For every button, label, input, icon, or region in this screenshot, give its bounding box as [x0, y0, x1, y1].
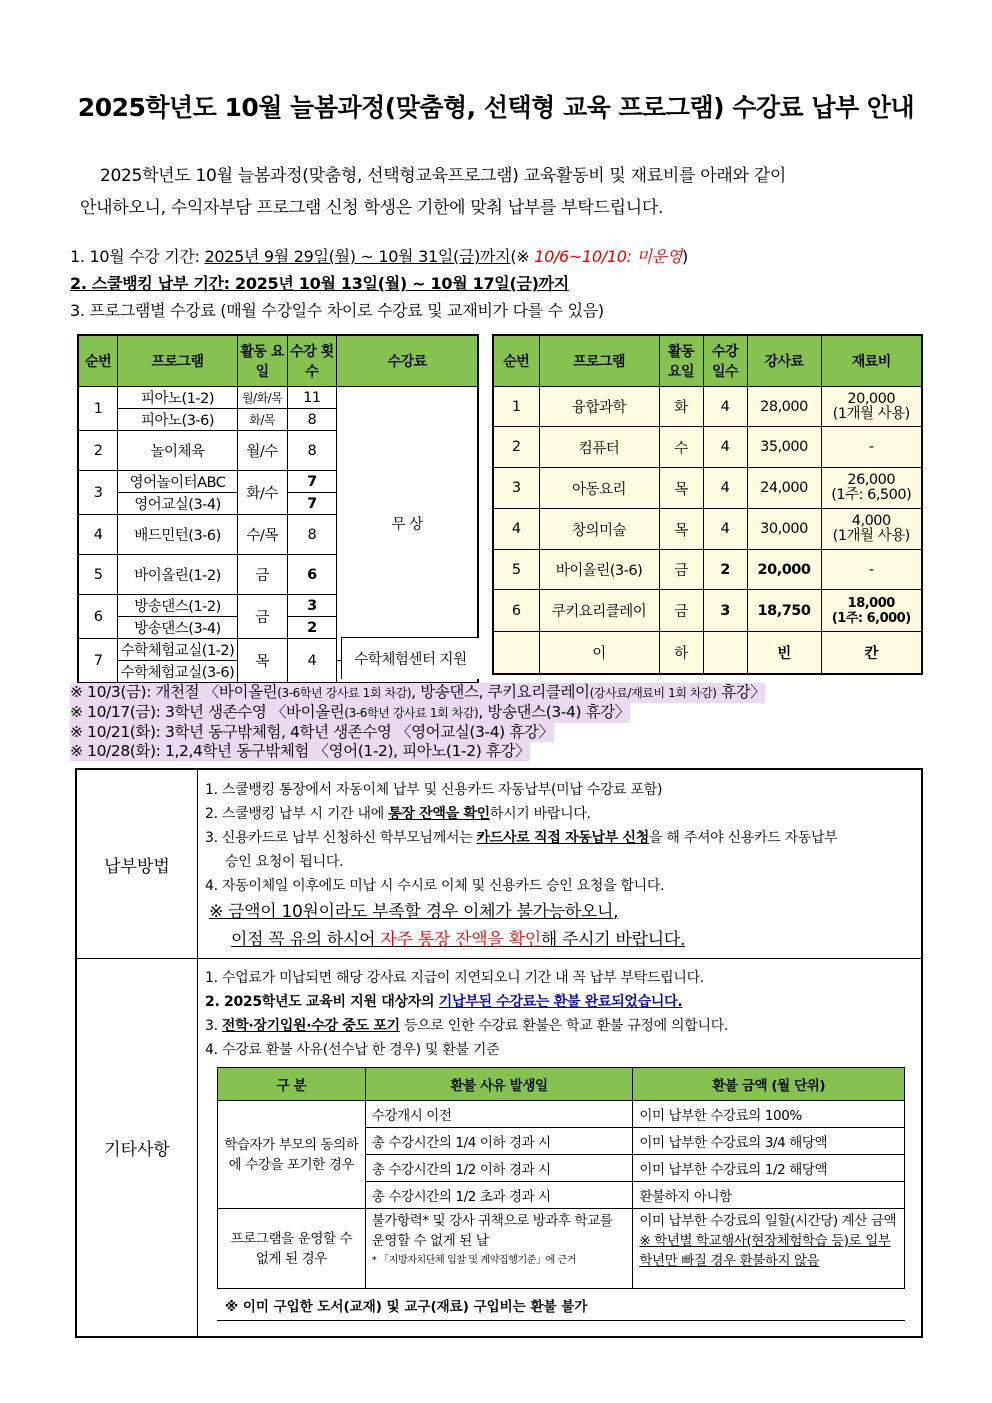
program: 바이올린(3-6)	[539, 550, 659, 590]
paid-program-table	[492, 334, 923, 675]
material: 18,000	[847, 595, 895, 611]
note-3: ※ 10/21(화): 3학년 동구밖체험, 4학년 생존수영 〈영어교실(3-4) 휴강〉	[70, 723, 554, 741]
day: 금	[237, 555, 287, 595]
col-header: 프로그램	[539, 335, 659, 387]
fee: 35,000	[747, 427, 821, 468]
program: 아동요리	[539, 468, 659, 509]
refund-amount: 환불하지 아니함	[633, 1182, 905, 1209]
col-header: 활동 요일	[237, 335, 287, 387]
etc-line-3: 3. 전학·장기입원·수강 중도 포기 등으로 인한 수강료 환불은 학교 환불 규정에 의합니다.	[205, 1018, 729, 1034]
refund-amount: 이미 납부한 수강료의 1/2 해당액	[633, 1155, 905, 1182]
count: 2	[287, 617, 337, 639]
etc-section	[205, 966, 917, 1062]
program: 영어놀이터ABC	[118, 471, 237, 493]
program: 방송댄스(1-2)	[118, 595, 237, 617]
program: 배드민턴(3-6)	[118, 515, 237, 555]
fee: 18,750	[747, 590, 821, 632]
program: 융합과학	[539, 387, 659, 427]
note-4: ※ 10/28(화): 1,2,4학년 동구밖체험 〈영어(1-2), 피아노(1-2) 휴강〉	[70, 742, 531, 760]
blank-cell: 칸	[821, 632, 922, 674]
intro-text	[80, 160, 915, 224]
refund-header: 환불 사유 발생일	[365, 1068, 633, 1101]
day: 월/화/목	[237, 387, 287, 409]
col-header: 강사료	[747, 335, 821, 387]
row-no: 3	[493, 468, 539, 509]
count: 7	[287, 471, 337, 493]
col-header: 순번	[78, 335, 118, 387]
row-no: 7	[78, 639, 118, 684]
intro-line-1: 2025학년도 10월 늘봄과정(맞춤형, 선택형교육프로그램) 교육활동비 및 재료비를 아래와 같이	[100, 166, 786, 186]
count: 6	[287, 555, 337, 595]
day: 수	[659, 427, 703, 468]
col-header: 활동 요일	[659, 335, 703, 387]
col-header: 수강 일수	[703, 335, 747, 387]
page-title: 2025학년도 10월 늘봄과정(맞춤형, 선택형 교육 프로그램) 수강료 납부 안내	[77, 93, 915, 122]
refund-reason: 총 수강시간의 1/4 이하 경과 시	[365, 1128, 633, 1155]
count: 4	[703, 427, 747, 468]
program: 영어교실(3-4)	[118, 493, 237, 515]
item1-paren: (※	[510, 247, 535, 266]
day: 금	[237, 595, 287, 639]
refund-header: 구 분	[218, 1068, 366, 1101]
count: 4	[703, 387, 747, 427]
note-2: ※ 10/17(금): 3학년 생존수영 〈바이올린(3-6학년 강사료 1회 차감), 방송댄스(3-4) 휴강〉	[70, 703, 630, 721]
refund-table	[217, 1067, 905, 1289]
row-no: 2	[493, 427, 539, 468]
program: 컴퓨터	[539, 427, 659, 468]
fee: 28,000	[747, 387, 821, 427]
day: 목	[659, 468, 703, 509]
day: 화	[659, 387, 703, 427]
count: 7	[287, 493, 337, 515]
program: 수학체험교실(3-6)	[118, 661, 237, 684]
material: 26,000	[847, 472, 896, 488]
row-no: 4	[493, 509, 539, 550]
program: 방송댄스(3-4)	[118, 617, 237, 639]
program: 창의미술	[539, 509, 659, 550]
refund-note: ※ 학년별 학교행사(현장체험학습 등)로 일부 학년만 빠질 경우 환불하지 않음	[639, 1233, 891, 1269]
program: 놀이체육	[118, 431, 237, 471]
row-no: 1	[493, 387, 539, 427]
intro-line-2: 안내하오니, 수익자부담 프로그램 신청 학생은 기한에 맞춰 납부를 부탁드립니다.	[80, 198, 664, 218]
day: 화/목	[237, 409, 287, 431]
count: 4	[287, 639, 337, 684]
row-no: 3	[78, 471, 118, 515]
material: 20,000	[847, 390, 896, 407]
day: 목	[237, 639, 287, 684]
payment-warning-1: ※ 금액이 10원이라도 부족할 경우 이체가 불가능하오니,	[209, 902, 619, 922]
material-note: (1개월 사용)	[832, 405, 910, 422]
list-item-3: 3. 프로그램별 수강료 (매월 수강일수 차이로 수강료 및 교재비가 다를 수 있음)	[70, 301, 604, 320]
list-item-1	[70, 243, 688, 270]
refund-group-2: 프로그램을 운영할 수 없게 된 경우	[218, 1209, 366, 1289]
item1-label: 1. 10월 수강 기간:	[70, 247, 205, 266]
material: 4,000	[851, 513, 891, 529]
blank-cell: 빈	[747, 632, 821, 674]
row-no: 5	[78, 555, 118, 595]
row-no: 1	[78, 387, 118, 431]
material: -	[821, 550, 922, 590]
program: 바이올린(1-2)	[118, 555, 237, 595]
fee: 30,000	[747, 509, 821, 550]
refund-reason: 총 수강시간의 1/2 초과 경과 시	[365, 1182, 633, 1209]
etc-line-1: 1. 수업료가 미납되면 해당 강사료 지급이 지연되오니 기간 내 꼭 납부 부탁드립니다.	[205, 970, 704, 986]
col-header: 프로그램	[118, 335, 237, 387]
day: 수/목	[237, 515, 287, 555]
count: 3	[703, 590, 747, 632]
count: 8	[287, 431, 337, 471]
blank-cell: 하	[659, 632, 703, 674]
count: 11	[287, 387, 337, 409]
day: 금	[659, 550, 703, 590]
day: 금	[659, 590, 703, 632]
program: 피아노(3-6)	[118, 409, 237, 431]
payment-label: 납부방법	[77, 770, 198, 958]
refund-reason: 수강개시 이전	[365, 1101, 633, 1128]
info-list	[70, 243, 688, 324]
row-no: 2	[78, 431, 118, 471]
material-note: (1주: 6,500)	[831, 487, 912, 503]
count: 4	[703, 509, 747, 550]
payment-section	[205, 778, 917, 954]
refund-reason: 총 수강시간의 1/2 이하 경과 시	[365, 1155, 633, 1182]
refund-amount: 이미 납부한 수강료의 3/4 해당액	[633, 1128, 905, 1155]
day: 목	[659, 509, 703, 550]
free-program-table	[77, 334, 479, 684]
col-header: 재료비	[821, 335, 922, 387]
program: 쿠키요리클레이	[539, 590, 659, 632]
refund-amount: 이미 납부한 수강료의 100%	[633, 1101, 905, 1128]
free-fee: 무 상	[337, 387, 478, 661]
program: 피아노(1-2)	[118, 387, 237, 409]
item1-period: 2025년 9월 29일(월) ~ 10월 31일(금)까지	[204, 247, 511, 266]
count: 4	[703, 468, 747, 509]
payment-line-3b: 승인 요청이 됩니다.	[225, 854, 344, 870]
row-no: 6	[493, 590, 539, 632]
info-box	[75, 768, 923, 1338]
blank-cell: 이	[539, 632, 659, 674]
fee: 20,000	[747, 550, 821, 590]
payment-warning-2: 이점 꼭 유의 하시어 자주 통장 잔액을 확인해 주시기 바랍니다.	[231, 930, 686, 950]
col-header: 수강 횟수	[287, 335, 337, 387]
item1-note: 10/6~10/10: 미운영	[534, 247, 682, 266]
material-note: (1개월 사용)	[832, 528, 910, 544]
refund-reason: 불가항력* 및 강사 귀책으로 방과후 학교를 운영할 수 없게 된 날	[371, 1213, 613, 1249]
program: 수학체험교실(1-2)	[118, 639, 237, 661]
col-header: 순번	[493, 335, 539, 387]
etc-label: 기타사항	[77, 959, 198, 1336]
count: 8	[287, 515, 337, 555]
day: 월/수	[237, 431, 287, 471]
count: 8	[287, 409, 337, 431]
row-no: 4	[78, 515, 118, 555]
col-header: 수강료	[337, 335, 478, 387]
material: -	[821, 427, 922, 468]
count: 2	[703, 550, 747, 590]
refund-footnote: * 「지방자치단체 입찰 및 계약집행기준」에 근거	[371, 1255, 577, 1266]
etc-line-2: 2. 2025학년도 교육비 지원 대상자의 기납부된 수강료는 환불 완료되었습니다.	[205, 994, 683, 1010]
note-1: ※ 10/3(금): 개천절 〈바이올린(3-6학년 강사료 1회 차감), 방송댄스, 쿠키요리클레이(강사료/재료비 1회 차감) 휴강〉	[70, 683, 766, 701]
refund-amount: 이미 납부한 수강료의 일할(시간당) 계산 금액	[639, 1213, 897, 1229]
day: 화/수	[237, 471, 287, 515]
refund-group-1: 학습자가 부모의 동의하에 수강을 포기한 경우	[218, 1101, 366, 1209]
refund-header: 환불 금액 (월 단위)	[633, 1068, 905, 1101]
payment-line-4: 4. 자동이체일 이후에도 미납 시 수시로 이체 및 신용카드 승인 요청을 합니다.	[205, 878, 665, 894]
payment-line-1: 1. 스쿨뱅킹 통장에서 자동이체 납부 및 신용카드 자동납부(미납 수강료 포함)	[205, 782, 663, 798]
fee: 24,000	[747, 468, 821, 509]
count: 3	[287, 595, 337, 617]
math-fee: 수학체험센터 지원	[341, 637, 479, 679]
payment-line-3: 3. 신용카드로 납부 신청하신 학부모님께서는 카드사로 직접 자동납부 신청을 해 주셔야 신용카드 자동납부	[205, 830, 838, 846]
row-no: 5	[493, 550, 539, 590]
payment-line-2: 2. 스쿨뱅킹 납부 시 기간 내에 통장 잔액을 확인하시기 바랍니다.	[205, 806, 591, 822]
list-item-2: 2. 스쿨뱅킹 납부 기간: 2025년 10월 13일(월) ~ 10월 17일(금)까지	[70, 274, 569, 293]
item1-paren-close: )	[681, 247, 688, 266]
holiday-notes	[70, 683, 765, 761]
etc-line-4: 4. 수강료 환불 사유(선수납 한 경우) 및 환불 기준	[205, 1042, 500, 1058]
refund-footer-note: ※ 이미 구입한 도서(교재) 및 교구(재료) 구입비는 환불 불가	[217, 1290, 905, 1321]
material-note: (1주: 6,000)	[831, 610, 911, 626]
row-no: 6	[78, 595, 118, 639]
